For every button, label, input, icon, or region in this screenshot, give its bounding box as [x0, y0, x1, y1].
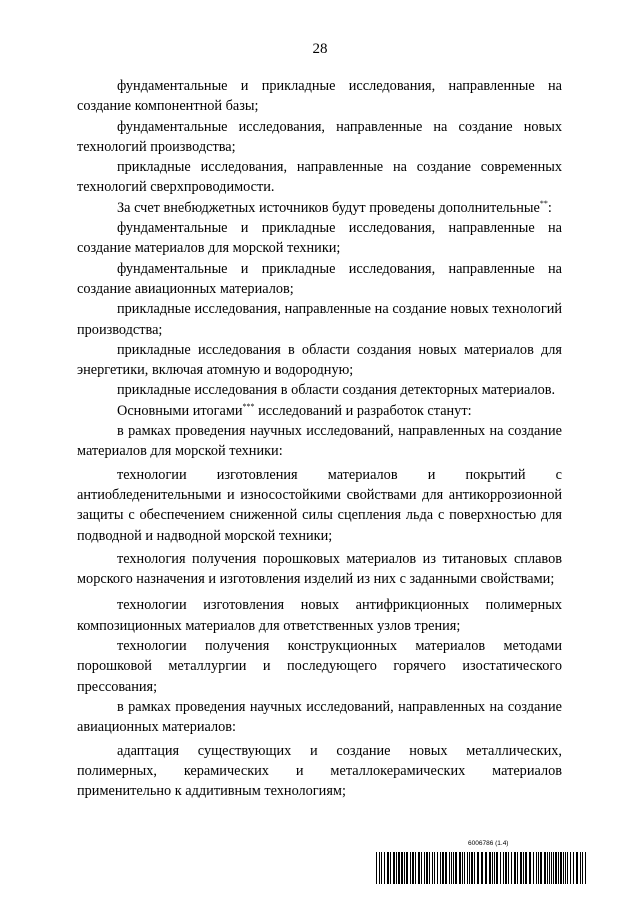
paragraph: фундаментальные исследования, направленные на создание новых технологий производства; [77, 118, 562, 155]
paragraph: За счет внебюджетных источников будут проведены дополнительные**: [117, 198, 552, 216]
barcode-bar [474, 852, 475, 884]
barcode-bar [553, 852, 554, 884]
barcode-bar [410, 852, 411, 884]
barcode-bar [440, 852, 441, 884]
barcode-bar [404, 852, 405, 884]
barcode-bar [426, 852, 428, 884]
barcode-bar [477, 852, 479, 884]
barcode-bar [424, 852, 425, 884]
barcode-bar [384, 852, 385, 884]
barcode-bar [471, 852, 473, 884]
barcode-bar [464, 852, 465, 884]
barcode-bar [437, 852, 438, 884]
barcode-bar [547, 852, 548, 884]
barcode-bar [503, 852, 504, 884]
barcode-bar [429, 852, 430, 884]
paragraph: технология получения порошковых материалов из титановых сплавов морского назначения и изготовления изделий из них с заданными свойствами; [77, 550, 562, 588]
barcode-bar [449, 852, 450, 884]
barcode-bar [544, 852, 546, 884]
paragraph: фундаментальные и прикладные исследования, направленные на создание компонентной базы; [77, 78, 562, 115]
footnote-mark: ** [539, 198, 548, 208]
paragraph: Основными итогами*** исследований и разработок станут: [117, 401, 472, 419]
barcode-bar [558, 852, 559, 884]
barcode-bar [453, 852, 454, 884]
barcode-bar [560, 852, 562, 884]
barcode-bar [525, 852, 527, 884]
barcode-bar [406, 852, 408, 884]
barcode-bar [529, 852, 531, 884]
page-number: 28 [312, 41, 328, 57]
barcode-bar [582, 852, 583, 884]
barcode-bar [481, 852, 483, 884]
barcode-block [376, 840, 588, 890]
paragraph: прикладные исследования, направленные на создание новых технологий производства; [77, 301, 562, 338]
barcode-bar [396, 852, 397, 884]
barcode-bar [496, 852, 498, 884]
barcode-bar [418, 852, 420, 884]
paragraph: в рамках проведения научных исследований, направленных на создание материалов для морской техники: [77, 423, 562, 460]
barcode-bar [523, 852, 524, 884]
barcode-bar [381, 852, 382, 884]
barcode-bar [549, 852, 550, 884]
barcode-bar [580, 852, 581, 884]
barcode-image [376, 852, 588, 884]
paragraph: прикладные исследования, направленные на создание современных технологий сверхпроводимости. [77, 159, 562, 196]
barcode-bar [565, 852, 566, 884]
barcode-bar [585, 852, 586, 884]
paragraph: технологии изготовления новых антифрикционных полимерных композиционных материалов для ответственных узлов трения; [77, 597, 562, 634]
barcode-bar [376, 852, 377, 884]
barcode-bar [451, 852, 452, 884]
footnote-mark: *** [242, 401, 255, 411]
barcode-bar [459, 852, 461, 884]
paragraph: фундаментальные и прикладные исследования, направленные на создание авиационных материалов; [77, 260, 562, 297]
barcode-bar [505, 852, 507, 884]
barcode-bar [538, 852, 539, 884]
barcode-bar [551, 852, 552, 884]
barcode-bar [492, 852, 493, 884]
barcode-bar [494, 852, 495, 884]
barcode-bar [445, 852, 447, 884]
barcode-bar [536, 852, 537, 884]
barcode-bar [421, 852, 422, 884]
barcode-bar [462, 852, 463, 884]
paragraph: технологии изготовления материалов и покрытий с антиобледенительными и износостойкими свойствами для антикоррозионной защиты с обеспечением сниженной силы сцепления льда с поверхностью для подводной и надводной морской техники; [77, 466, 562, 544]
barcode-bar [401, 852, 403, 884]
barcode-bar [387, 852, 389, 884]
barcode-bar [576, 852, 578, 884]
barcode-bar [434, 852, 435, 884]
paragraph: фундаментальные и прикладные исследования, направленные на создание материалов для морской техники; [77, 220, 562, 257]
barcode-bar [567, 852, 568, 884]
barcode-bar [517, 852, 518, 884]
barcode-bar [514, 852, 516, 884]
barcode-bar [573, 852, 574, 884]
barcode-bar [511, 852, 512, 884]
barcode-bar [540, 852, 542, 884]
barcode-caption: 6006786 (1.4) [468, 840, 509, 847]
barcode-bar [469, 852, 470, 884]
barcode-bar [412, 852, 414, 884]
barcode-bar [555, 852, 557, 884]
paragraph: прикладные исследования в области создания детекторных материалов. [117, 382, 556, 399]
paragraph: адаптация существующих и создание новых металлических, полимерных, керамических и металлокерамических материалов применительно к аддитивным технологиям; [77, 742, 562, 800]
barcode-bar [442, 852, 444, 884]
barcode-bar [533, 852, 534, 884]
barcode-bar [485, 852, 487, 884]
paragraph: в рамках проведения научных исследований, направленных на создание авиационных материалов: [77, 698, 562, 736]
barcode-bar [489, 852, 491, 884]
barcode-bar [500, 852, 501, 884]
barcode-bar [520, 852, 522, 884]
barcode-bar [570, 852, 571, 884]
barcode-bar [379, 852, 380, 884]
barcode-bar [398, 852, 400, 884]
barcode-bar [467, 852, 468, 884]
barcode-bar [563, 852, 564, 884]
barcode-bar [415, 852, 416, 884]
barcode-bar [390, 852, 391, 884]
barcode-bar [432, 852, 433, 884]
barcode-bar [393, 852, 395, 884]
barcode-bar [455, 852, 457, 884]
barcode-bar [508, 852, 509, 884]
paragraph: прикладные исследования в области создания новых материалов для энергетики, включая атомную и водородную; [77, 341, 562, 379]
document-body [77, 76, 562, 801]
paragraph: технологии получения конструкционных материалов методами порошковой металлургии и последующего горячего изостатического прессования; [77, 638, 562, 695]
